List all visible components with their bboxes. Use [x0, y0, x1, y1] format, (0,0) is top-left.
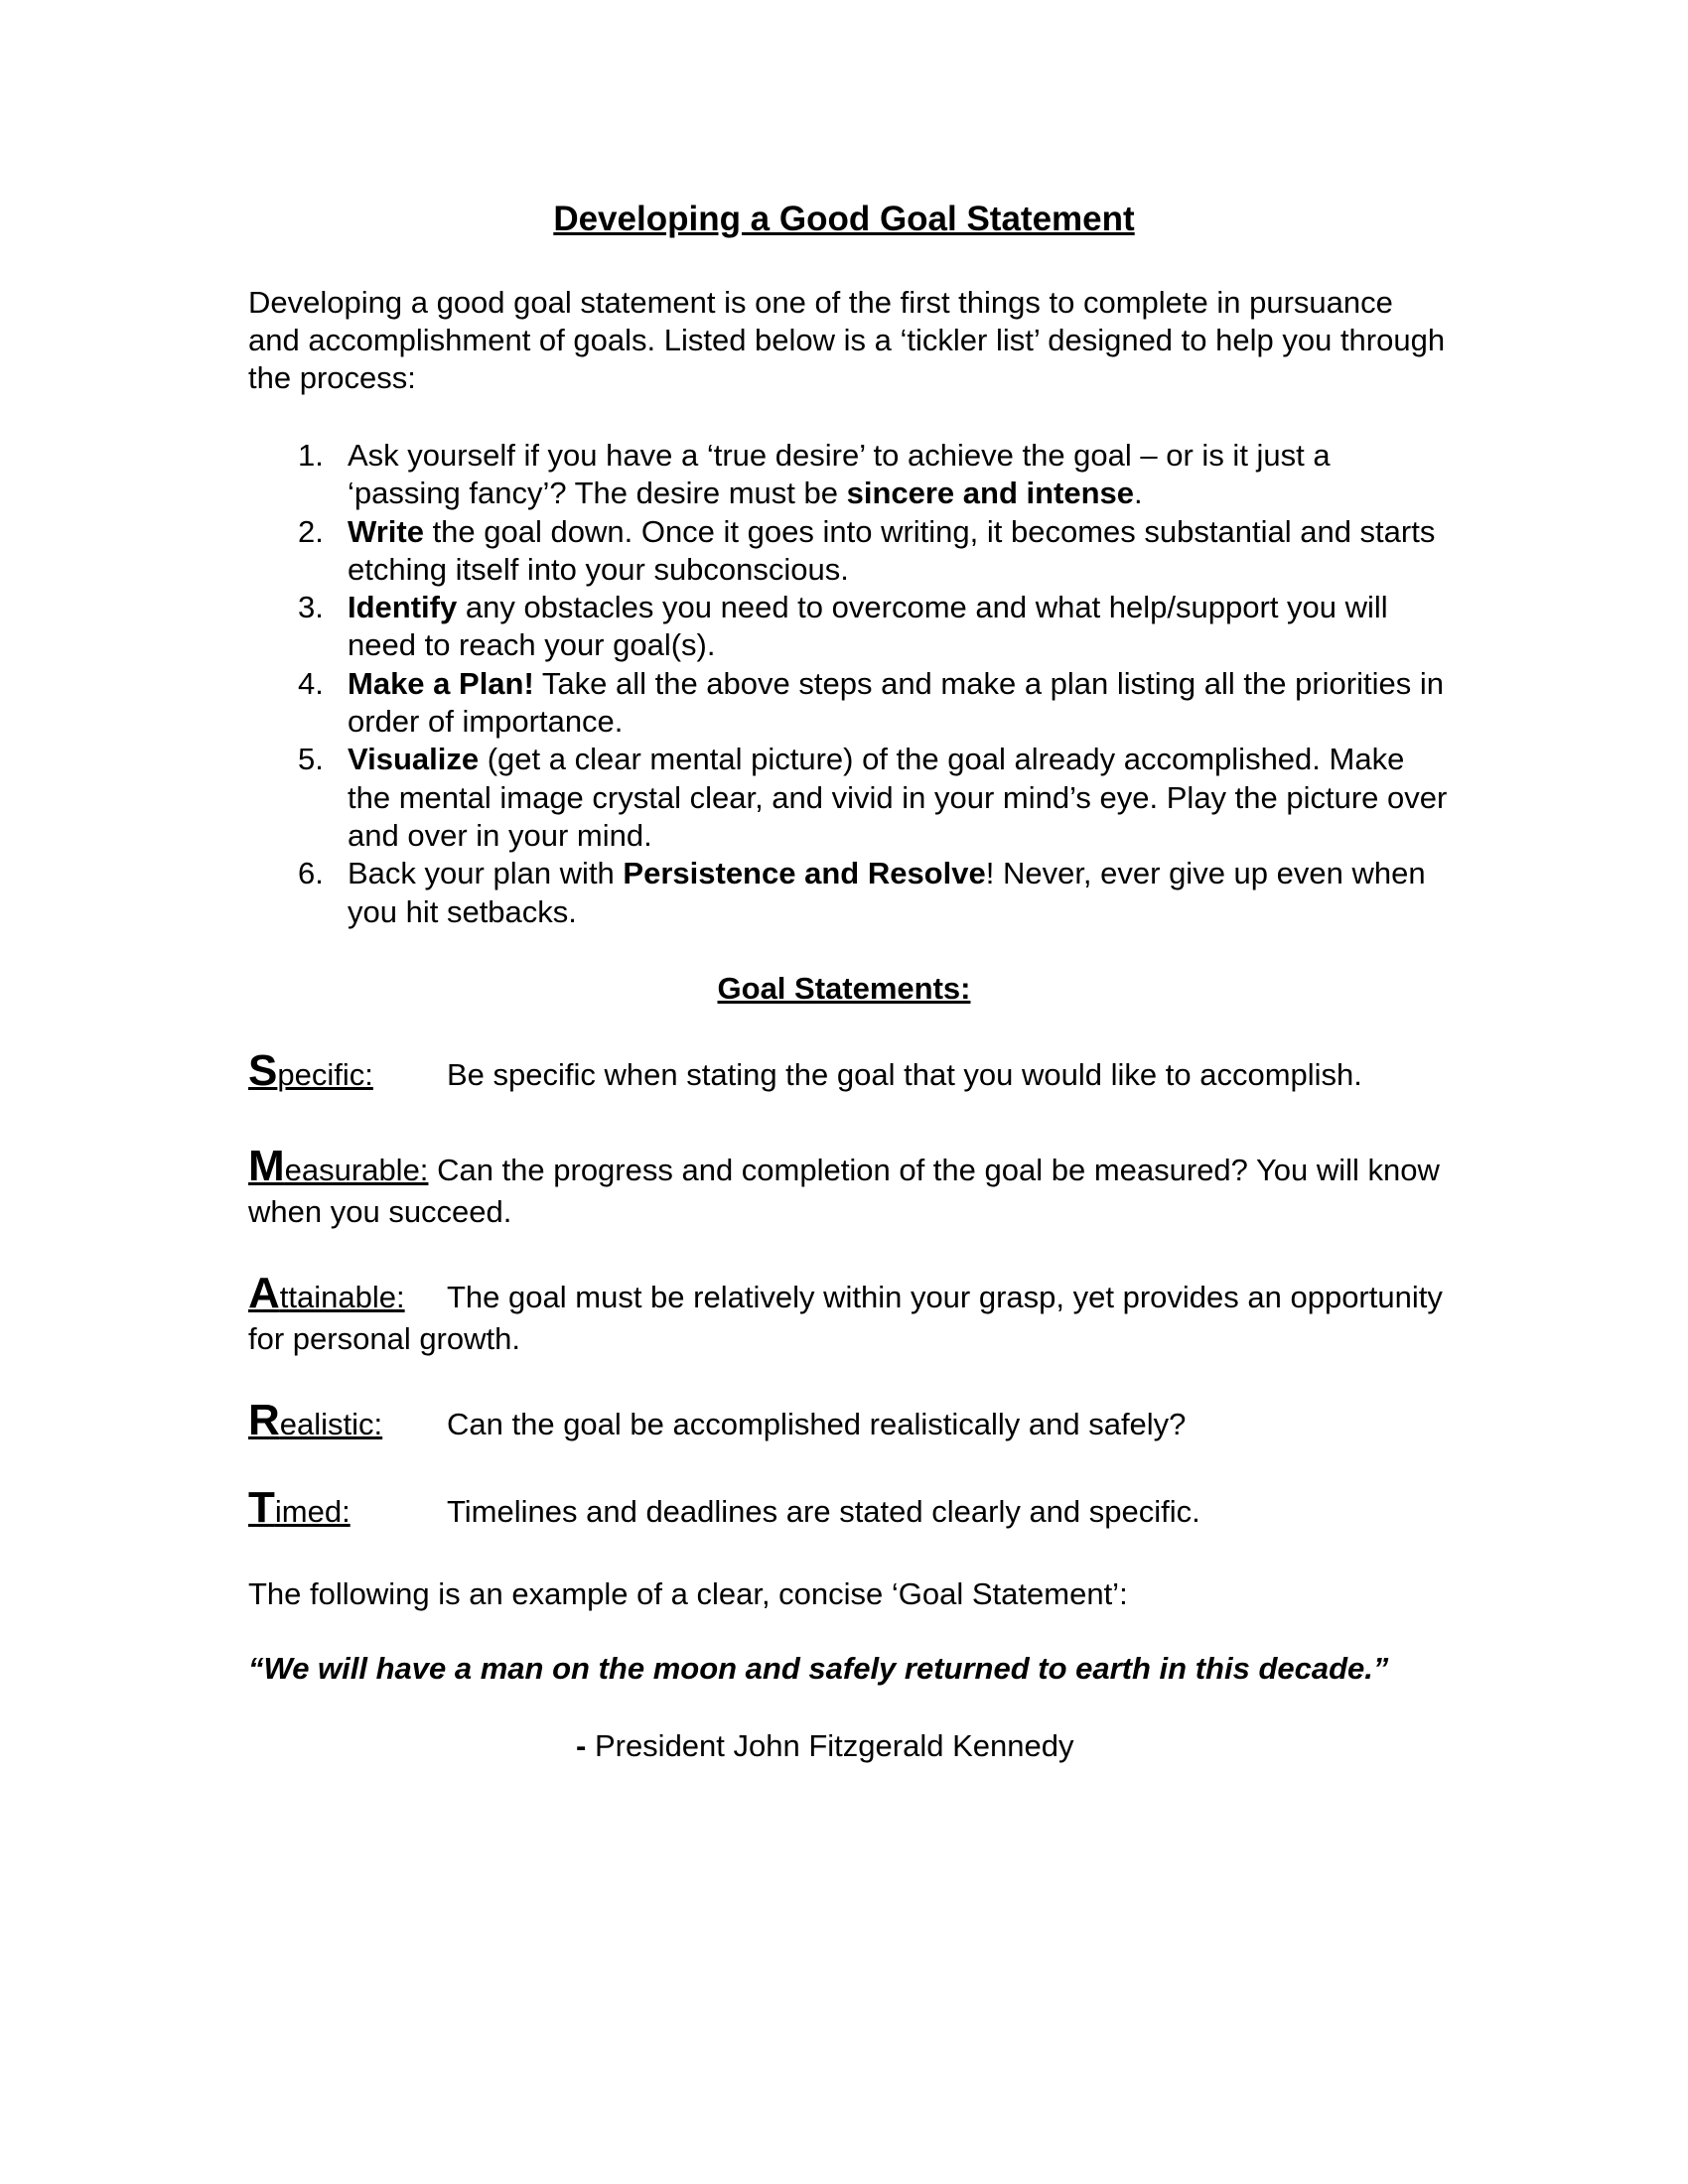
- quote-attribution: [576, 1727, 1073, 1765]
- smart-term: [248, 1396, 447, 1445]
- section-heading: Goal Statements:: [717, 971, 971, 1006]
- smart-letter: T: [248, 1483, 275, 1532]
- list-item-number: 5.: [298, 742, 324, 777]
- list-item-bold: Identify: [348, 590, 458, 625]
- smart-term-rest: easurable:: [284, 1153, 429, 1187]
- smart-term-rest: imed:: [274, 1494, 351, 1529]
- list-item-bold: Write: [348, 513, 424, 549]
- document-page: [248, 0, 1450, 2184]
- intro-paragraph: Developing a good goal statement is one of the first things to complete in pursuance and accomplishment of goals. Listed below is a ‘tickler list’ designed to help you through the process:: [248, 285, 1446, 395]
- attribution-dash: -: [576, 1728, 587, 1763]
- list-item-text: ! Never, ever give up even when you hit setbacks.: [348, 856, 1426, 929]
- smart-description: Timelines and deadlines are stated clearly and specific.: [447, 1494, 1200, 1529]
- list-item-bold: sincere and intense: [846, 476, 1135, 511]
- smart-letter: R: [248, 1396, 280, 1444]
- list-item-text: Back your plan with: [348, 856, 624, 891]
- smart-description: Can the progress and completion of the goal be measured? You will know when you succeed.: [248, 1153, 1440, 1229]
- list-item-bold: Persistence and Resolve: [623, 856, 986, 891]
- smart-term: [248, 1269, 447, 1318]
- example-intro: The following is an example of a clear, concise ‘Goal Statement’:: [248, 1576, 1128, 1611]
- list-item: [248, 589, 1450, 665]
- smart-attainable: [248, 1269, 1450, 1360]
- smart-letter: A: [248, 1269, 280, 1317]
- list-item-text: any obstacles you need to overcome and what help/support you will need to reach your goal(s).: [348, 590, 1388, 663]
- list-item-number: 1.: [298, 438, 324, 473]
- list-item: [248, 665, 1450, 742]
- smart-term: [248, 1046, 447, 1096]
- list-item-number: 4.: [298, 665, 324, 701]
- smart-measurable: [248, 1142, 1450, 1233]
- smart-description: The goal must be relatively within your grasp, yet provides an opportunity for personal growth.: [248, 1280, 1443, 1356]
- smart-term-rest: pecific:: [277, 1057, 373, 1092]
- smart-letter: S: [248, 1046, 278, 1095]
- list-item: [248, 741, 1450, 855]
- list-item-bold: Visualize: [348, 742, 480, 777]
- list-item-number: 3.: [298, 590, 324, 625]
- attribution-text: President John Fitzgerald Kennedy: [586, 1728, 1074, 1763]
- smart-term-rest: ealistic:: [279, 1407, 383, 1441]
- list-item-text: Take all the above steps and make a plan listing all the priorities in order of importance.: [348, 665, 1444, 740]
- smart-timed: [248, 1483, 1450, 1533]
- tickler-list: [248, 437, 1450, 931]
- list-item: [248, 513, 1450, 590]
- list-item-text: Ask yourself if you have a ‘true desire’ to achieve the goal – or is it just a ‘passing fancy’? The desire must be: [348, 438, 1331, 511]
- smart-realistic: [248, 1396, 1450, 1445]
- list-item: [248, 437, 1450, 513]
- smart-term: [248, 1483, 447, 1533]
- smart-term-rest: ttainable:: [279, 1280, 405, 1314]
- smart-specific: [248, 1046, 1450, 1096]
- list-item-number: 2.: [298, 513, 324, 549]
- list-item-text: .: [1134, 476, 1143, 511]
- list-item-text: the goal down. Once it goes into writing, it becomes substantial and starts etching itself into your subconscious.: [348, 513, 1436, 587]
- goal-quote: “We will have a man on the moon and safely returned to earth in this decade.”: [248, 1651, 1389, 1686]
- document-title: Developing a Good Goal Statement: [553, 200, 1135, 238]
- smart-description: Be specific when stating the goal that you would like to accomplish.: [447, 1057, 1362, 1092]
- list-item-text: (get a clear mental picture) of the goal already accomplished. Make the mental image crystal clear, and vivid in your mind’s eye. Play the picture over and over in your mind.: [348, 742, 1448, 853]
- list-item-number: 6.: [298, 856, 324, 891]
- smart-description: Can the goal be accomplished realistically and safely?: [447, 1407, 1187, 1441]
- list-item-bold: Make a Plan!: [348, 665, 534, 701]
- smart-term: [248, 1142, 429, 1191]
- smart-letter: M: [248, 1142, 285, 1190]
- list-item: [248, 855, 1450, 931]
